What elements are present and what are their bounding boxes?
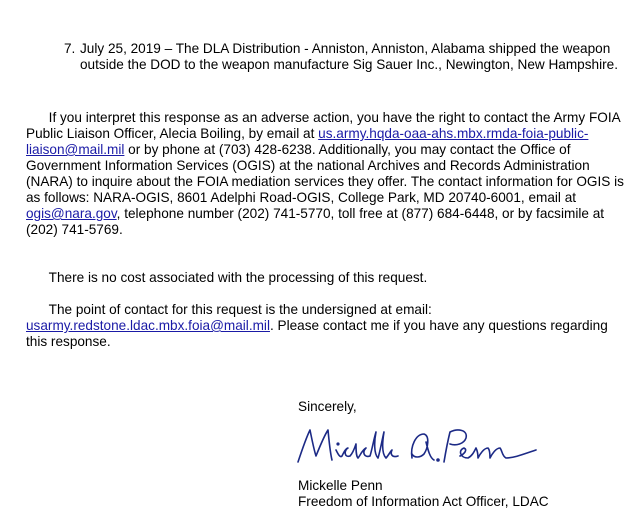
contact-paragraph <box>26 302 624 350</box>
signer-title: Freedom of Information Act Officer, LDAC <box>298 494 549 509</box>
liaison-email-link[interactable]: us.army.hqda-oaa-ahs.mbx.rmda-foia-public-liaison@mail.mil <box>26 126 589 157</box>
list-item-7 <box>64 41 624 73</box>
signer-name: Mickelle Penn <box>298 478 383 493</box>
closing: Sincerely, <box>298 399 357 414</box>
paragraph-text: or by phone at (703) 428-6238. Additionally, you may contact the Office of Government Information Services (OGIS) at the national Archives and Records Administration (NARA) to inquire about the FOIA mediation services they offer. The contact information for OGIS is as follows: NARA-OGIS, 8601 Adelphi Road-OGIS, College Park, MD 20740-6001, email at <box>26 142 624 205</box>
paragraph-text: , telephone number (202) 741-5770, toll free at (877) 684-6448, or by facsimile at (202) 741-5769. <box>26 206 605 237</box>
signature-block <box>298 478 549 510</box>
handwritten-signature <box>292 420 552 472</box>
paragraph-text: If you interpret this response as an adverse action, you have the right to contact the Army FOIA Public Liaison Officer, Alecia Boiling, by email at <box>26 110 620 141</box>
paragraph-text: There is no cost associated with the processing of this request. <box>48 270 428 285</box>
signature-image <box>292 420 552 476</box>
foia-email-link[interactable]: usarmy.redstone.ldac.mbx.foia@mail.mil <box>26 318 270 333</box>
paragraph-text: . Please contact me if you have any questions regarding this response. <box>26 318 608 349</box>
ogis-email-link[interactable]: ogis@nara.gov <box>26 206 117 221</box>
paragraph-text: The point of contact for this request is the undersigned at email: <box>48 302 432 317</box>
adverse-action-paragraph <box>26 110 624 238</box>
cost-paragraph <box>26 270 624 286</box>
list-item-text: July 25, 2019 – The DLA Distribution - Anniston, Anniston, Alabama shipped the weapon outside the DOD to the weapon manufacture Sig Sauer Inc., Newington, New Hampshire. <box>80 41 618 72</box>
list-number: 7. <box>64 41 76 56</box>
